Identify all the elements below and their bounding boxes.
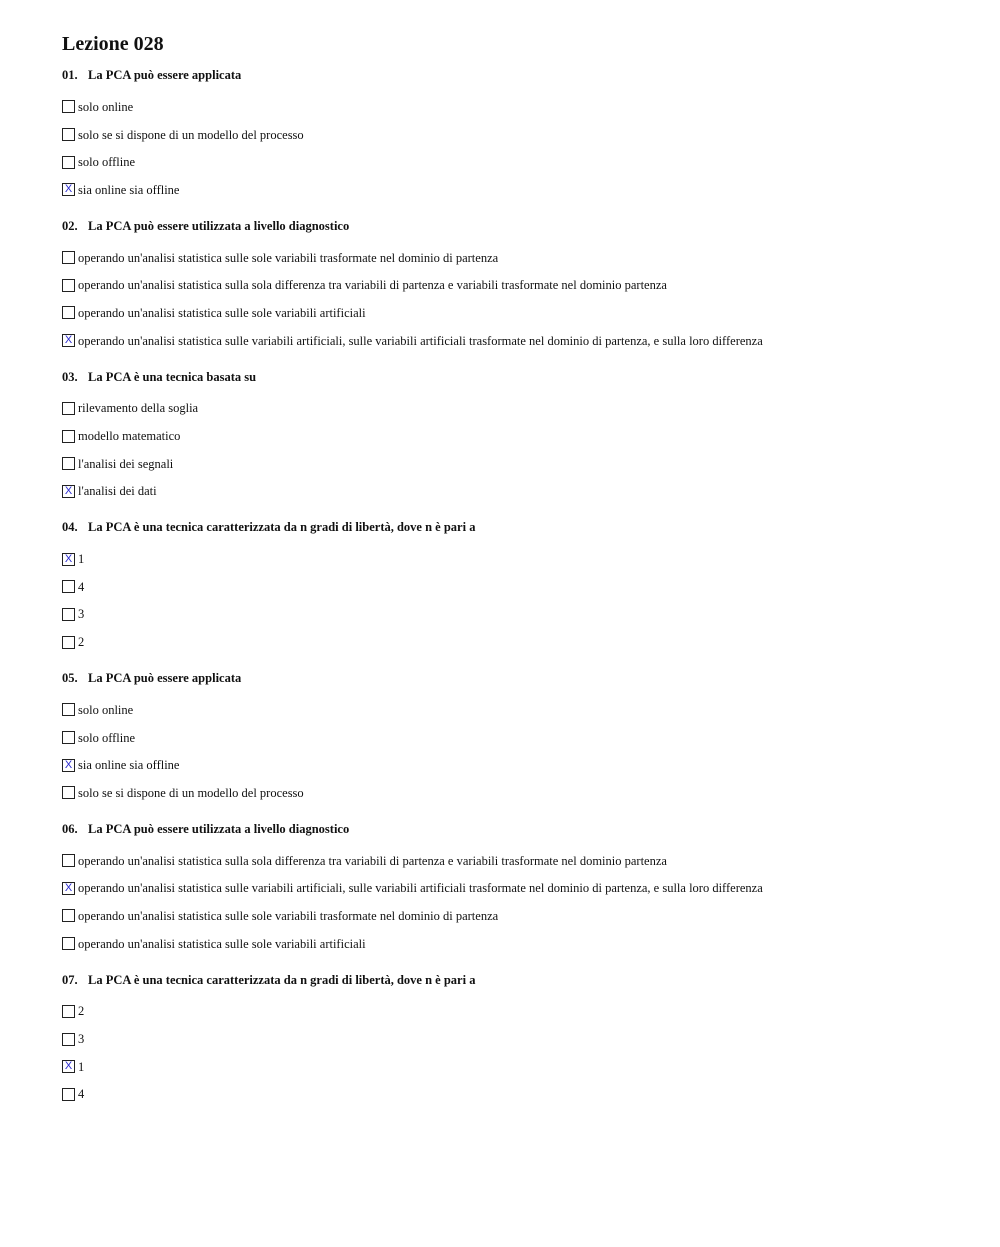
answer-option	[62, 478, 962, 506]
checkbox[interactable]	[62, 580, 75, 593]
answer-label: l'analisi dei segnali	[78, 456, 174, 471]
answer-option	[62, 779, 962, 807]
check-mark-icon: X	[64, 881, 73, 894]
answer-option	[62, 998, 962, 1026]
question-4	[62, 519, 962, 656]
checkbox[interactable]	[62, 1033, 75, 1046]
answer-label: rilevamento della soglia	[78, 401, 199, 416]
answer-option	[62, 93, 962, 121]
answer-label: sia online sia offline	[78, 182, 180, 197]
answer-label: l'analisi dei dati	[78, 484, 157, 499]
answer-label: operando un'analisi statistica sulla sola differenza tra variabili di partenza e variabili trasformate nel dominio partenza	[78, 278, 667, 293]
answer-label: solo offline	[78, 155, 136, 170]
question-7	[62, 972, 962, 1109]
question-number: 06.	[62, 821, 78, 836]
answer-label: solo offline	[78, 730, 136, 745]
answer-option	[62, 1081, 962, 1109]
answer-option	[62, 121, 962, 149]
answer-label: operando un'analisi statistica sulle sole variabili trasformate nel dominio di partenza	[78, 908, 499, 923]
answer-label: 2	[78, 635, 85, 650]
question-5	[62, 670, 962, 807]
answer-label: 1	[78, 552, 85, 567]
checkbox[interactable]	[62, 909, 75, 922]
checkbox[interactable]	[62, 128, 75, 141]
page-title: Lezione 028	[62, 33, 164, 55]
answer-label: 2	[78, 1004, 85, 1019]
answer-option	[62, 176, 962, 204]
question-number: 03.	[62, 369, 78, 384]
question-number: 04.	[62, 520, 78, 535]
answer-label: operando un'analisi statistica sulle variabili artificiali, sulle variabili artificiali trasformate nel dominio di partenza, e sulla loro differenza	[78, 881, 763, 896]
answer-option	[62, 930, 962, 958]
question-1	[62, 67, 962, 204]
question-text: La PCA può essere utilizzata a livello diagnostico	[88, 218, 350, 233]
answer-option	[62, 271, 962, 299]
checked-checkbox[interactable]	[62, 882, 75, 895]
checkbox[interactable]	[62, 306, 75, 319]
answer-label: operando un'analisi statistica sulle sole variabili trasformate nel dominio di partenza	[78, 250, 499, 265]
answer-option	[62, 573, 962, 601]
answer-label: 1	[78, 1059, 85, 1074]
question-number: 05.	[62, 671, 78, 685]
answer-label: operando un'analisi statistica sulla sola differenza tra variabili di partenza e variabili trasformate nel dominio partenza	[78, 853, 667, 868]
checkbox[interactable]	[62, 854, 75, 867]
checked-checkbox[interactable]	[62, 1060, 75, 1073]
question-header	[62, 670, 962, 686]
answer-label: operando un'analisi statistica sulle variabili artificiali, sulle variabili artificiali trasformate nel dominio di partenza, e sulla loro differenza	[78, 333, 763, 348]
checked-checkbox[interactable]	[62, 334, 75, 347]
question-number: 02.	[62, 218, 78, 233]
answer-label: 3	[78, 607, 85, 622]
answer-label: 4	[78, 1087, 85, 1102]
answer-label: solo online	[78, 99, 134, 114]
answer-option	[62, 724, 962, 752]
answer-label: sia online sia offline	[78, 758, 180, 773]
check-mark-icon: X	[64, 552, 73, 565]
quiz-page	[62, 30, 962, 1122]
checked-checkbox[interactable]	[62, 485, 75, 498]
answer-option	[62, 874, 962, 902]
answer-label: 3	[78, 1032, 85, 1047]
question-header	[62, 972, 962, 988]
question-2	[62, 218, 962, 355]
checkbox[interactable]	[62, 100, 75, 113]
checkbox[interactable]	[62, 731, 75, 744]
checkbox[interactable]	[62, 608, 75, 621]
checkbox[interactable]	[62, 786, 75, 799]
checked-checkbox[interactable]	[62, 759, 75, 772]
answer-option	[62, 751, 962, 779]
checked-checkbox[interactable]	[62, 183, 75, 196]
answer-label: solo online	[78, 702, 134, 717]
answer-option	[62, 847, 962, 875]
question-header	[62, 67, 962, 83]
answer-label: solo se si dispone di un modello del processo	[78, 127, 304, 142]
check-mark-icon: X	[64, 758, 73, 771]
question-header	[62, 218, 962, 234]
checkbox[interactable]	[62, 457, 75, 470]
answer-option	[62, 601, 962, 629]
answer-option	[62, 327, 962, 355]
question-text: La PCA può essere utilizzata a livello diagnostico	[88, 821, 350, 836]
question-text: La PCA è una tecnica caratterizzata da n gradi di libertà, dove n è pari a	[88, 972, 476, 987]
answer-option	[62, 545, 962, 573]
question-number: 01.	[62, 68, 78, 82]
answer-option	[62, 299, 962, 327]
checkbox[interactable]	[62, 636, 75, 649]
answer-option	[62, 1053, 962, 1081]
question-text: La PCA è una tecnica basata su	[88, 369, 257, 384]
question-3	[62, 369, 962, 506]
check-mark-icon: X	[64, 183, 73, 196]
checkbox[interactable]	[62, 430, 75, 443]
checkbox[interactable]	[62, 402, 75, 415]
checkbox[interactable]	[62, 156, 75, 169]
question-text: La PCA è una tecnica caratterizzata da n gradi di libertà, dove n è pari a	[88, 520, 476, 535]
answer-option	[62, 1025, 962, 1053]
check-mark-icon: X	[64, 1060, 73, 1073]
answer-option	[62, 395, 962, 423]
question-header	[62, 369, 962, 385]
checkbox[interactable]	[62, 279, 75, 292]
answer-option	[62, 628, 962, 656]
question-list	[62, 67, 962, 1108]
check-mark-icon: X	[64, 334, 73, 347]
answer-option	[62, 244, 962, 272]
checked-checkbox[interactable]	[62, 553, 75, 566]
question-header	[62, 821, 962, 837]
answer-option	[62, 902, 962, 930]
question-text: La PCA può essere applicata	[88, 68, 242, 82]
question-header	[62, 519, 962, 535]
answer-option	[62, 450, 962, 478]
answer-label: modello matematico	[78, 429, 181, 444]
check-mark-icon: X	[64, 484, 73, 497]
question-text: La PCA può essere applicata	[88, 671, 242, 685]
answer-label: operando un'analisi statistica sulle sole variabili artificiali	[78, 936, 366, 951]
checkbox[interactable]	[62, 1088, 75, 1101]
answer-label: operando un'analisi statistica sulle sole variabili artificiali	[78, 305, 366, 320]
checkbox[interactable]	[62, 703, 75, 716]
answer-option	[62, 148, 962, 176]
answer-label: 4	[78, 579, 85, 594]
checkbox[interactable]	[62, 937, 75, 950]
answer-option	[62, 422, 962, 450]
question-number: 07.	[62, 972, 78, 987]
answer-option	[62, 696, 962, 724]
checkbox[interactable]	[62, 251, 75, 264]
question-6	[62, 821, 962, 958]
checkbox[interactable]	[62, 1005, 75, 1018]
answer-label: solo se si dispone di un modello del processo	[78, 785, 304, 800]
